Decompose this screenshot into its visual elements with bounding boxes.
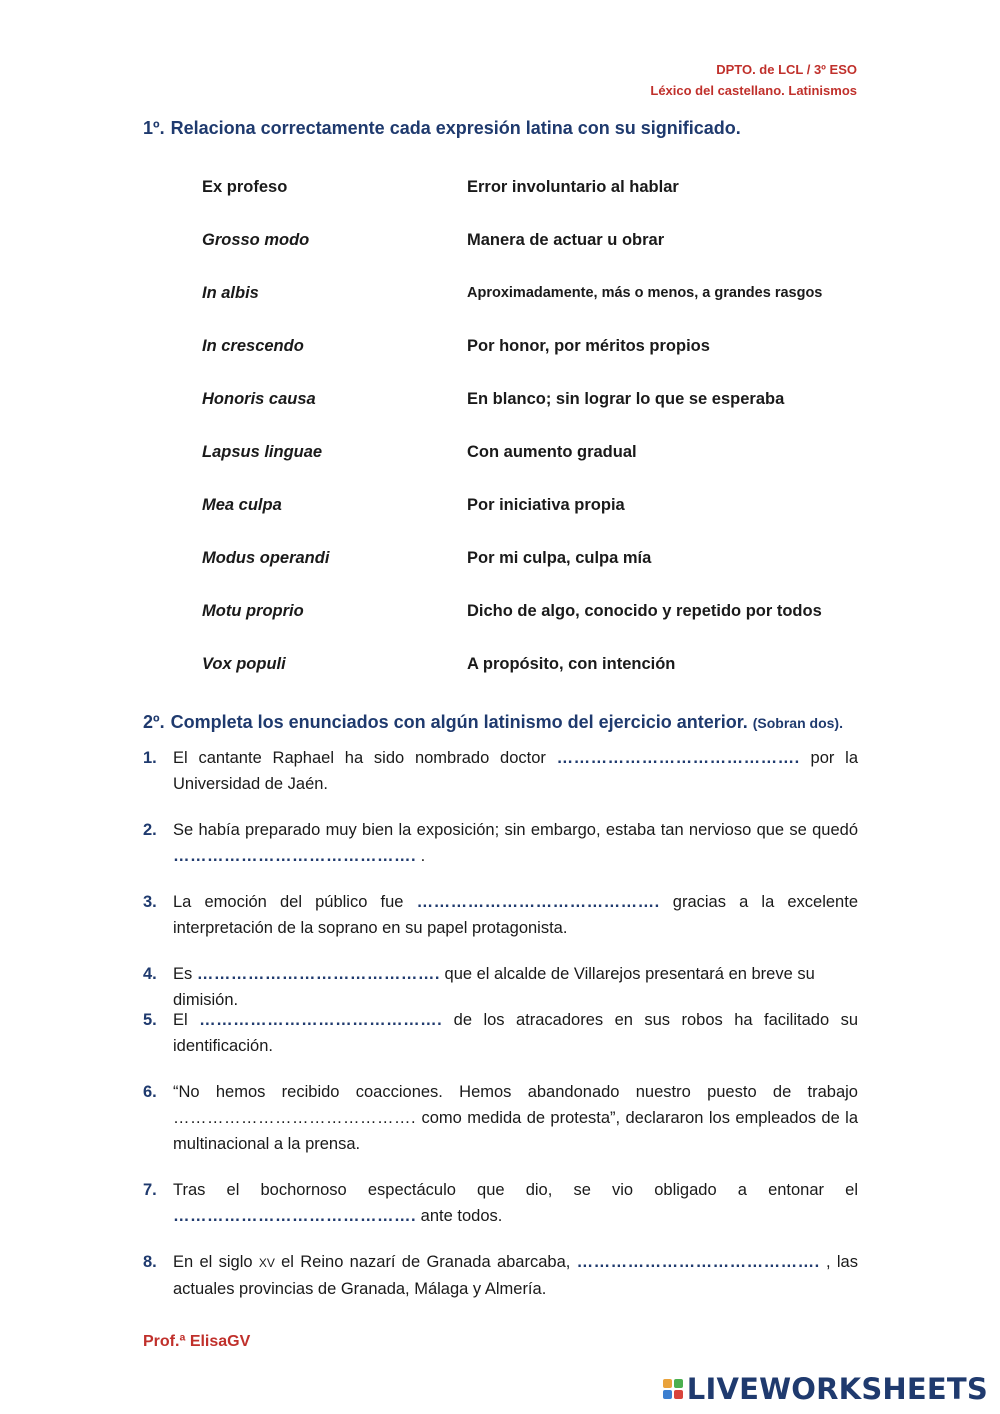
item-number: 5.: [143, 1011, 157, 1029]
sentence-text: de los atracadores en sus robos ha facilitado su identificación.: [173, 1011, 858, 1055]
sentence-text: gracias a la excelente interpretación de la soprano en su papel protagonista.: [173, 893, 858, 937]
answer-blank[interactable]: …………………………………….: [576, 1253, 820, 1271]
matching-row[interactable]: [202, 549, 862, 573]
sentence-text: Tras el bochornoso espectáculo que dio, se vio obligado a entonar el: [173, 1181, 858, 1199]
exercise2-title: Completa los enunciados con algún latinismo del ejercicio anterior.: [170, 712, 748, 732]
sentence-item: [143, 745, 858, 797]
matching-row[interactable]: [202, 496, 862, 520]
sentence-text: El: [173, 1011, 200, 1029]
latin-expression: Modus operandi: [202, 549, 330, 567]
liveworksheets-logo-icon: [663, 1379, 683, 1399]
exercise2-note: (Sobran dos).: [752, 715, 843, 731]
matching-row[interactable]: [202, 231, 862, 255]
answer-blank[interactable]: …………………………………….: [196, 965, 440, 983]
matching-row[interactable]: [202, 655, 862, 679]
matching-row[interactable]: [202, 390, 862, 414]
sentence-text: ante todos.: [416, 1207, 503, 1225]
meaning: Por iniciativa propia: [467, 496, 625, 514]
latin-expression: Motu proprio: [202, 602, 304, 620]
liveworksheets-brand: [663, 1372, 988, 1406]
answer-blank[interactable]: …………………………………….: [173, 1109, 417, 1127]
sentence-item: [143, 1079, 858, 1157]
meaning: Dicho de algo, conocido y repetido por todos: [467, 602, 822, 620]
matching-row[interactable]: [202, 337, 862, 361]
matching-row[interactable]: [202, 602, 862, 626]
sentence-text: “No hemos recibido coacciones. Hemos abandonado nuestro puesto de trabajo: [173, 1083, 858, 1101]
logo-square: [663, 1379, 672, 1388]
matching-row[interactable]: [202, 443, 862, 467]
latin-expression: Vox populi: [202, 655, 286, 673]
latin-expression: Mea culpa: [202, 496, 282, 514]
latin-expression: In crescendo: [202, 337, 304, 355]
latin-expression: Grosso modo: [202, 231, 310, 249]
exercise2-number: 2º.: [143, 712, 165, 732]
answer-blank[interactable]: …………………………………….: [173, 847, 417, 865]
latin-expression: Honoris causa: [202, 390, 316, 408]
sentence-item: [143, 817, 858, 869]
sentence-item: [143, 1249, 858, 1302]
logo-square: [674, 1379, 683, 1388]
item-number: 3.: [143, 893, 157, 911]
sentence-text: .: [416, 847, 426, 865]
sentence-item: [143, 1007, 858, 1059]
item-number: 8.: [143, 1253, 157, 1271]
sentence-text: el Reino nazarí de Granada abarcaba,: [274, 1253, 577, 1271]
sentence-item: [143, 961, 858, 1013]
exercise1-heading: [143, 118, 741, 139]
answer-blank[interactable]: …………………………………….: [416, 893, 660, 911]
matching-row[interactable]: [202, 284, 862, 308]
item-number: 1.: [143, 749, 157, 767]
item-number: 4.: [143, 965, 157, 983]
header-topic: Léxico del castellano. Latinismos: [650, 83, 857, 98]
meaning: Por honor, por méritos propios: [467, 337, 710, 355]
century-numeral: XV: [258, 1256, 275, 1270]
matching-row[interactable]: [202, 178, 862, 202]
answer-blank[interactable]: …………………………………….: [556, 749, 800, 767]
sentence-text: Es: [173, 965, 197, 983]
logo-square: [674, 1390, 683, 1399]
sentence-text: En el siglo: [173, 1253, 259, 1271]
sentence-text: como medida de protesta”, declararon los empleados de la multinacional a la prensa.: [173, 1109, 858, 1153]
sentence-item: [143, 1177, 858, 1229]
sentence-text: , las actuales provincias de Granada, Málaga y Almería.: [173, 1253, 858, 1298]
item-number: 6.: [143, 1083, 157, 1101]
sentence-text: El cantante Raphael ha sido nombrado doctor: [173, 749, 557, 767]
answer-blank[interactable]: …………………………………….: [173, 1207, 417, 1225]
answer-blank[interactable]: …………………………………….: [199, 1011, 443, 1029]
meaning: Aproximadamente, más o menos, a grandes rasgos: [467, 285, 823, 301]
exercise1-number: 1º.: [143, 118, 165, 138]
meaning: A propósito, con intención: [467, 655, 676, 673]
latin-expression: Lapsus linguae: [202, 443, 323, 461]
meaning: Por mi culpa, culpa mía: [467, 549, 652, 567]
meaning: Error involuntario al hablar: [467, 178, 679, 196]
liveworksheets-wordmark: LIVEWORKSHEETS: [686, 1372, 988, 1406]
sentence-text: La emoción del público fue: [173, 893, 417, 911]
item-number: 2.: [143, 821, 157, 839]
item-number: 7.: [143, 1181, 157, 1199]
sentence-text: que el alcalde de Villarejos presentará en breve su dimisión.: [173, 965, 815, 1009]
latin-expression: In albis: [202, 284, 259, 302]
author-footer: Prof.ª ElisaGV: [143, 1333, 251, 1350]
sentence-item: [143, 889, 858, 941]
meaning: Con aumento gradual: [467, 443, 637, 461]
meaning: Manera de actuar u obrar: [467, 231, 665, 249]
exercise1-title: Relaciona correctamente cada expresión latina con su significado.: [170, 118, 741, 138]
logo-square: [663, 1390, 672, 1399]
exercise2-heading: [143, 712, 843, 733]
header-department: DPTO. de LCL / 3º ESO: [716, 62, 857, 77]
sentence-text: Se había preparado muy bien la exposición; sin embargo, estaba tan nervioso que se quedó: [173, 821, 858, 839]
meaning: En blanco; sin lograr lo que se esperaba: [467, 390, 785, 408]
sentence-text: por la Universidad de Jaén.: [173, 749, 858, 793]
latin-expression: Ex profeso: [202, 178, 288, 196]
